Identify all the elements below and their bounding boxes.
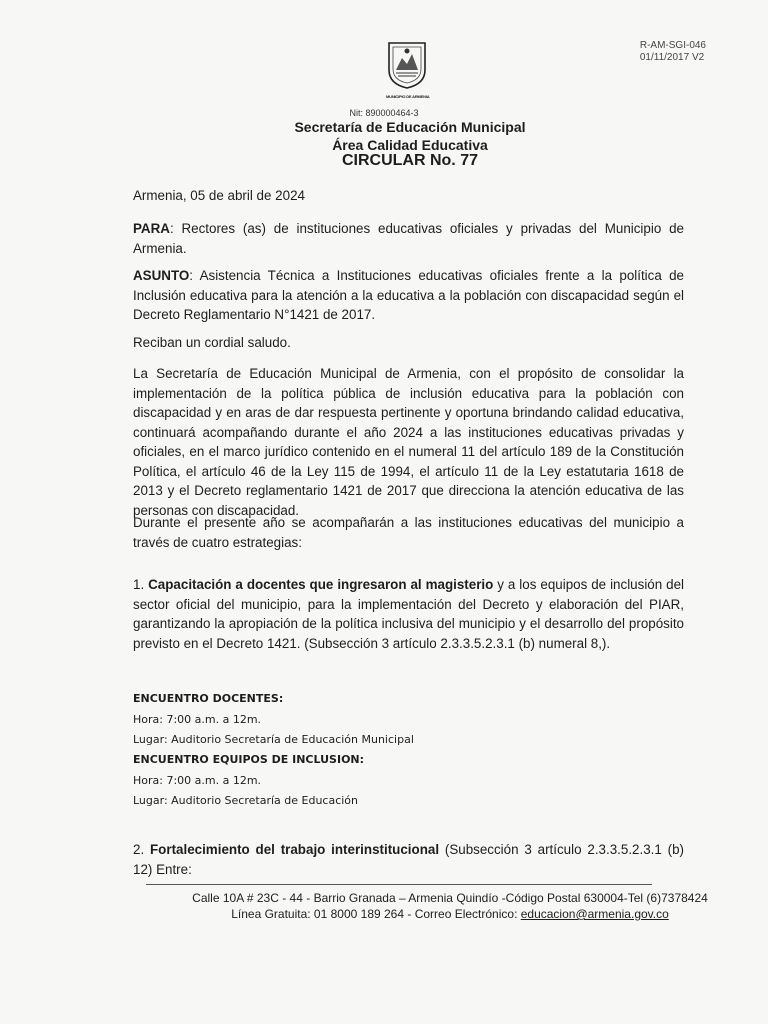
asunto-text: : Asistencia Técnica a Instituciones educativas oficiales frente a la política de Inclusión educativa para la atención a la educativa a la población con discapacidad según el Decreto Reglamentario N°1421 de 2017.: [133, 268, 684, 322]
footer: [0, 890, 768, 922]
header-titles: [0, 118, 768, 154]
para-label: PARA: [133, 221, 170, 236]
header-area: Área Calidad Educativa: [332, 137, 488, 153]
body-paragraph-1: La Secretaría de Educación Municipal de Armenia, con el propósito de consolidar la implementación de la política pública de inclusión educativa para la población con discapacidad y en aras de dar respuesta pertinente y oportuna brindando calidad educativa, continuará acompañando durante el año 2024 a las instituciones educativas privadas y oficiales, en el marco jurídico contenido en el numeral 11 del artículo 189 de la Constitución Política, el artículo 46 de la Ley 115 de 1994, el artículo 11 de la Ley estatutaria 1618 de 2013 y el Decreto reglamentario 1421 de 2017 que direcciona la atención educativa de las personas con discapacidad.: [133, 366, 684, 518]
date-place: Armenia, 05 de abril de 2024: [133, 188, 305, 203]
encuentro-equipos-hora: Hora: 7:00 a.m. a 12m.: [133, 773, 262, 787]
strategy-2-text: (Subsección 3 artículo 2.3.3.5.2.3.1 (b) 12) Entre:: [133, 842, 685, 877]
document-code-date: 01/11/2017 V2: [639, 52, 705, 63]
encuentro-equipos-heading: ENCUENTRO EQUIPOS DE INCLUSION:: [133, 753, 365, 766]
nit-number: Nit: 890000464-3: [349, 108, 419, 118]
document-code-number: R-AM-SGI-046: [639, 40, 706, 51]
strategy-2-number: 2.: [133, 842, 150, 857]
encuentro-docentes: [133, 689, 414, 751]
strategy-1-text: y a los equipos de inclusión del sector oficial del municipio, para la implementación del Decreto y elaboración del PIAR, garantizando la apropiación de la política inclusiva del municipio y el desarrollo del propósito previsto en el Decreto 1421. (Subsección 3 artículo 2.3.3.5.2.3.1 (b) numeral 8,).: [133, 577, 685, 651]
para-text: : Rectores (as) de instituciones educativas oficiales y privadas del Municipio de Armenia.: [133, 221, 684, 256]
greeting: Reciban un cordial saludo.: [133, 335, 291, 350]
encuentro-docentes-lugar: Lugar: Auditorio Secretaría de Educación Municipal: [133, 733, 414, 746]
encuentro-docentes-heading: ENCUENTRO DOCENTES:: [133, 692, 284, 705]
header-secretaria: Secretaría de Educación Municipal: [294, 119, 526, 135]
strategy-1: [133, 575, 684, 653]
body-paragraph-2: Durante el presente año se acompañarán a las instituciones educativas del municipio a través de cuatro estrategias:: [133, 515, 684, 550]
footer-email-link[interactable]: educacion@armenia.gov.co: [520, 907, 669, 921]
strategy-2-title: Fortalecimiento del trabajo interinstitucional: [150, 842, 440, 857]
circular-number: CIRCULAR No. 77: [341, 152, 478, 169]
footer-phone: Línea Gratuita: 01 8000 189 264 - Correo Electrónico:: [231, 907, 521, 921]
municipal-seal-logo: [386, 40, 430, 99]
para-section: [133, 219, 684, 258]
strategy-1-title: Capacitación a docentes que ingresaron al magisterio: [148, 577, 494, 592]
footer-divider: [146, 884, 652, 885]
encuentro-equipos: [133, 750, 364, 812]
strategy-1-number: 1.: [133, 577, 149, 592]
asunto-section: [133, 266, 684, 325]
document-code: [640, 40, 706, 64]
footer-address: Calle 10A # 23C - 44 - Barrio Granada – Armenia Quindío -Código Postal 630004-Tel (6)7378424: [192, 891, 708, 905]
strategy-2: [133, 840, 684, 879]
footer-contact: [0, 906, 768, 922]
seal-caption: MUNICIPIO DE ARMENIA: [386, 94, 430, 99]
encuentro-equipos-lugar: Lugar: Auditorio Secretaría de Educación: [133, 794, 359, 807]
encuentro-docentes-hora: Hora: 7:00 a.m. a 12m.: [133, 712, 262, 726]
asunto-label: ASUNTO: [133, 268, 190, 283]
